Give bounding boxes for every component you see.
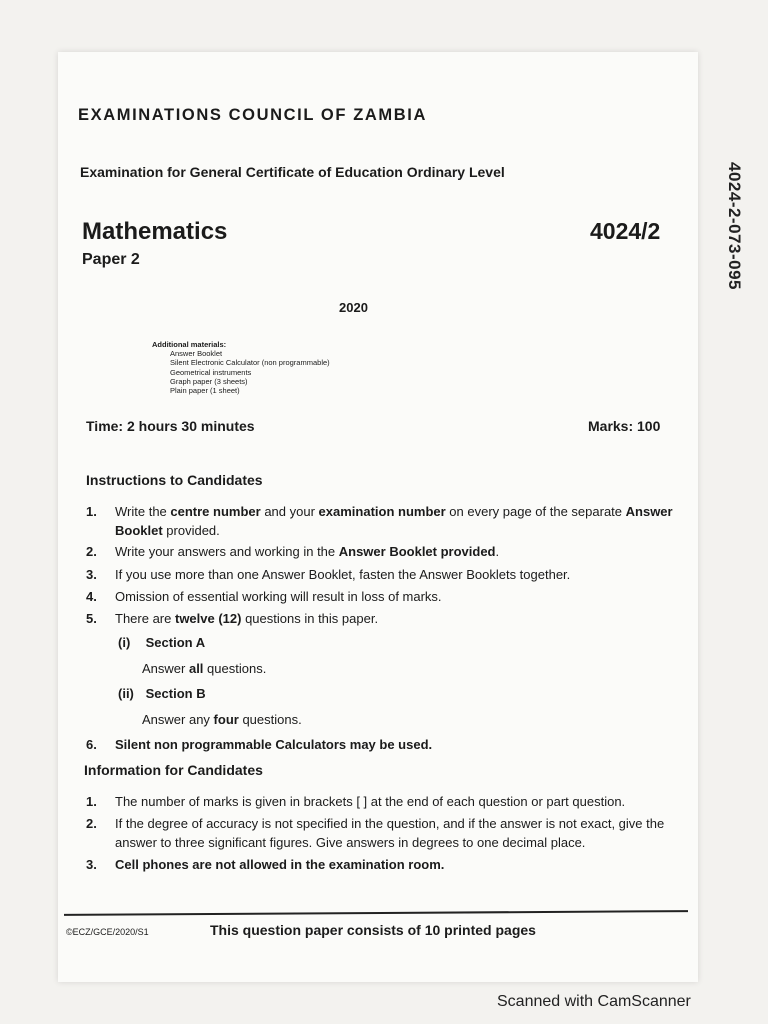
information-heading: Information for Candidates [84, 762, 263, 778]
section-name: Section B [145, 686, 206, 701]
exam-year: 2020 [339, 300, 368, 315]
section-name: Section A [145, 635, 206, 650]
material-item: Plain paper (1 sheet) [170, 386, 240, 396]
instruction-text: If you use more than one Answer Booklet, fasten the Answer Booklets together. [115, 567, 571, 582]
information-item [86, 792, 686, 811]
scanner-watermark: Scanned with CamScanner [497, 993, 691, 1010]
information-text: Cell phones are not allowed in the examination room. [115, 857, 445, 872]
instruction-item [86, 502, 686, 540]
instruction-item [86, 565, 686, 584]
paper-number: Paper 2 [82, 251, 140, 268]
instruction-number: 4. [86, 589, 97, 604]
additional-materials [152, 340, 330, 395]
material-item: Answer Booklet [170, 349, 223, 359]
council-title: EXAMINATIONS COUNCIL OF ZAMBIA [78, 106, 427, 124]
instruction-text: There are twelve (12) questions in this paper. [115, 611, 379, 626]
instruction-item [86, 609, 686, 628]
instruction-number: 1. [86, 504, 97, 519]
material-item: Silent Electronic Calculator (non programmable) [170, 358, 330, 368]
instruction-item [86, 587, 686, 606]
instruction-text: Omission of essential working will result in loss of marks. [115, 589, 442, 604]
instruction-text: Write your answers and working in the Answer Booklet provided. [115, 544, 500, 559]
instruction-number: 5. [86, 611, 97, 626]
section-b-instruction: Answer any four questions. [142, 712, 302, 727]
instruction-text: Write the centre number and your examination number on every page of the separate Answer Booklet provided. [115, 504, 673, 538]
materials-heading: Additional materials: [152, 340, 227, 349]
instruction-number: 2. [86, 544, 97, 559]
margin-serial-id: 4024-2-073-095 [725, 162, 744, 290]
paper-code: 4024/2 [590, 218, 661, 244]
section-number: (ii) [118, 686, 134, 701]
information-item [86, 855, 686, 874]
information-text: If the degree of accuracy is not specified in the question, and if the answer is not exact, give the answer to three significant figures. Give answers in degrees to one decimal place. [115, 816, 665, 850]
material-item: Geometrical instruments [170, 367, 252, 377]
instruction-item [86, 735, 686, 754]
section-a-label [118, 635, 205, 650]
material-item: Graph paper (3 sheets) [170, 376, 248, 386]
instructions-heading: Instructions to Candidates [86, 472, 263, 488]
information-item [86, 814, 686, 852]
instruction-number: 6. [86, 737, 97, 752]
instruction-text: Silent non programmable Calculators may be used. [115, 737, 433, 752]
section-b-label [118, 686, 206, 701]
section-number: (i) [118, 635, 131, 650]
instruction-item [86, 542, 686, 561]
information-text: The number of marks is given in brackets [ ] at the end of each question or part question. [115, 794, 626, 809]
information-number: 1. [86, 794, 97, 809]
information-number: 3. [86, 857, 97, 872]
subject-title: Mathematics [82, 218, 228, 245]
information-number: 2. [86, 816, 97, 831]
exam-title: Examination for General Certificate of Education Ordinary Level [80, 164, 505, 180]
page-count-note: This question paper consists of 10 printed pages [210, 922, 536, 938]
copyright-code: ©ECZ/GCE/2020/S1 [66, 927, 149, 937]
total-marks: Marks: 100 [588, 418, 661, 434]
instruction-number: 3. [86, 567, 97, 582]
section-a-instruction: Answer all questions. [142, 661, 267, 676]
time-allowed: Time: 2 hours 30 minutes [86, 418, 255, 434]
